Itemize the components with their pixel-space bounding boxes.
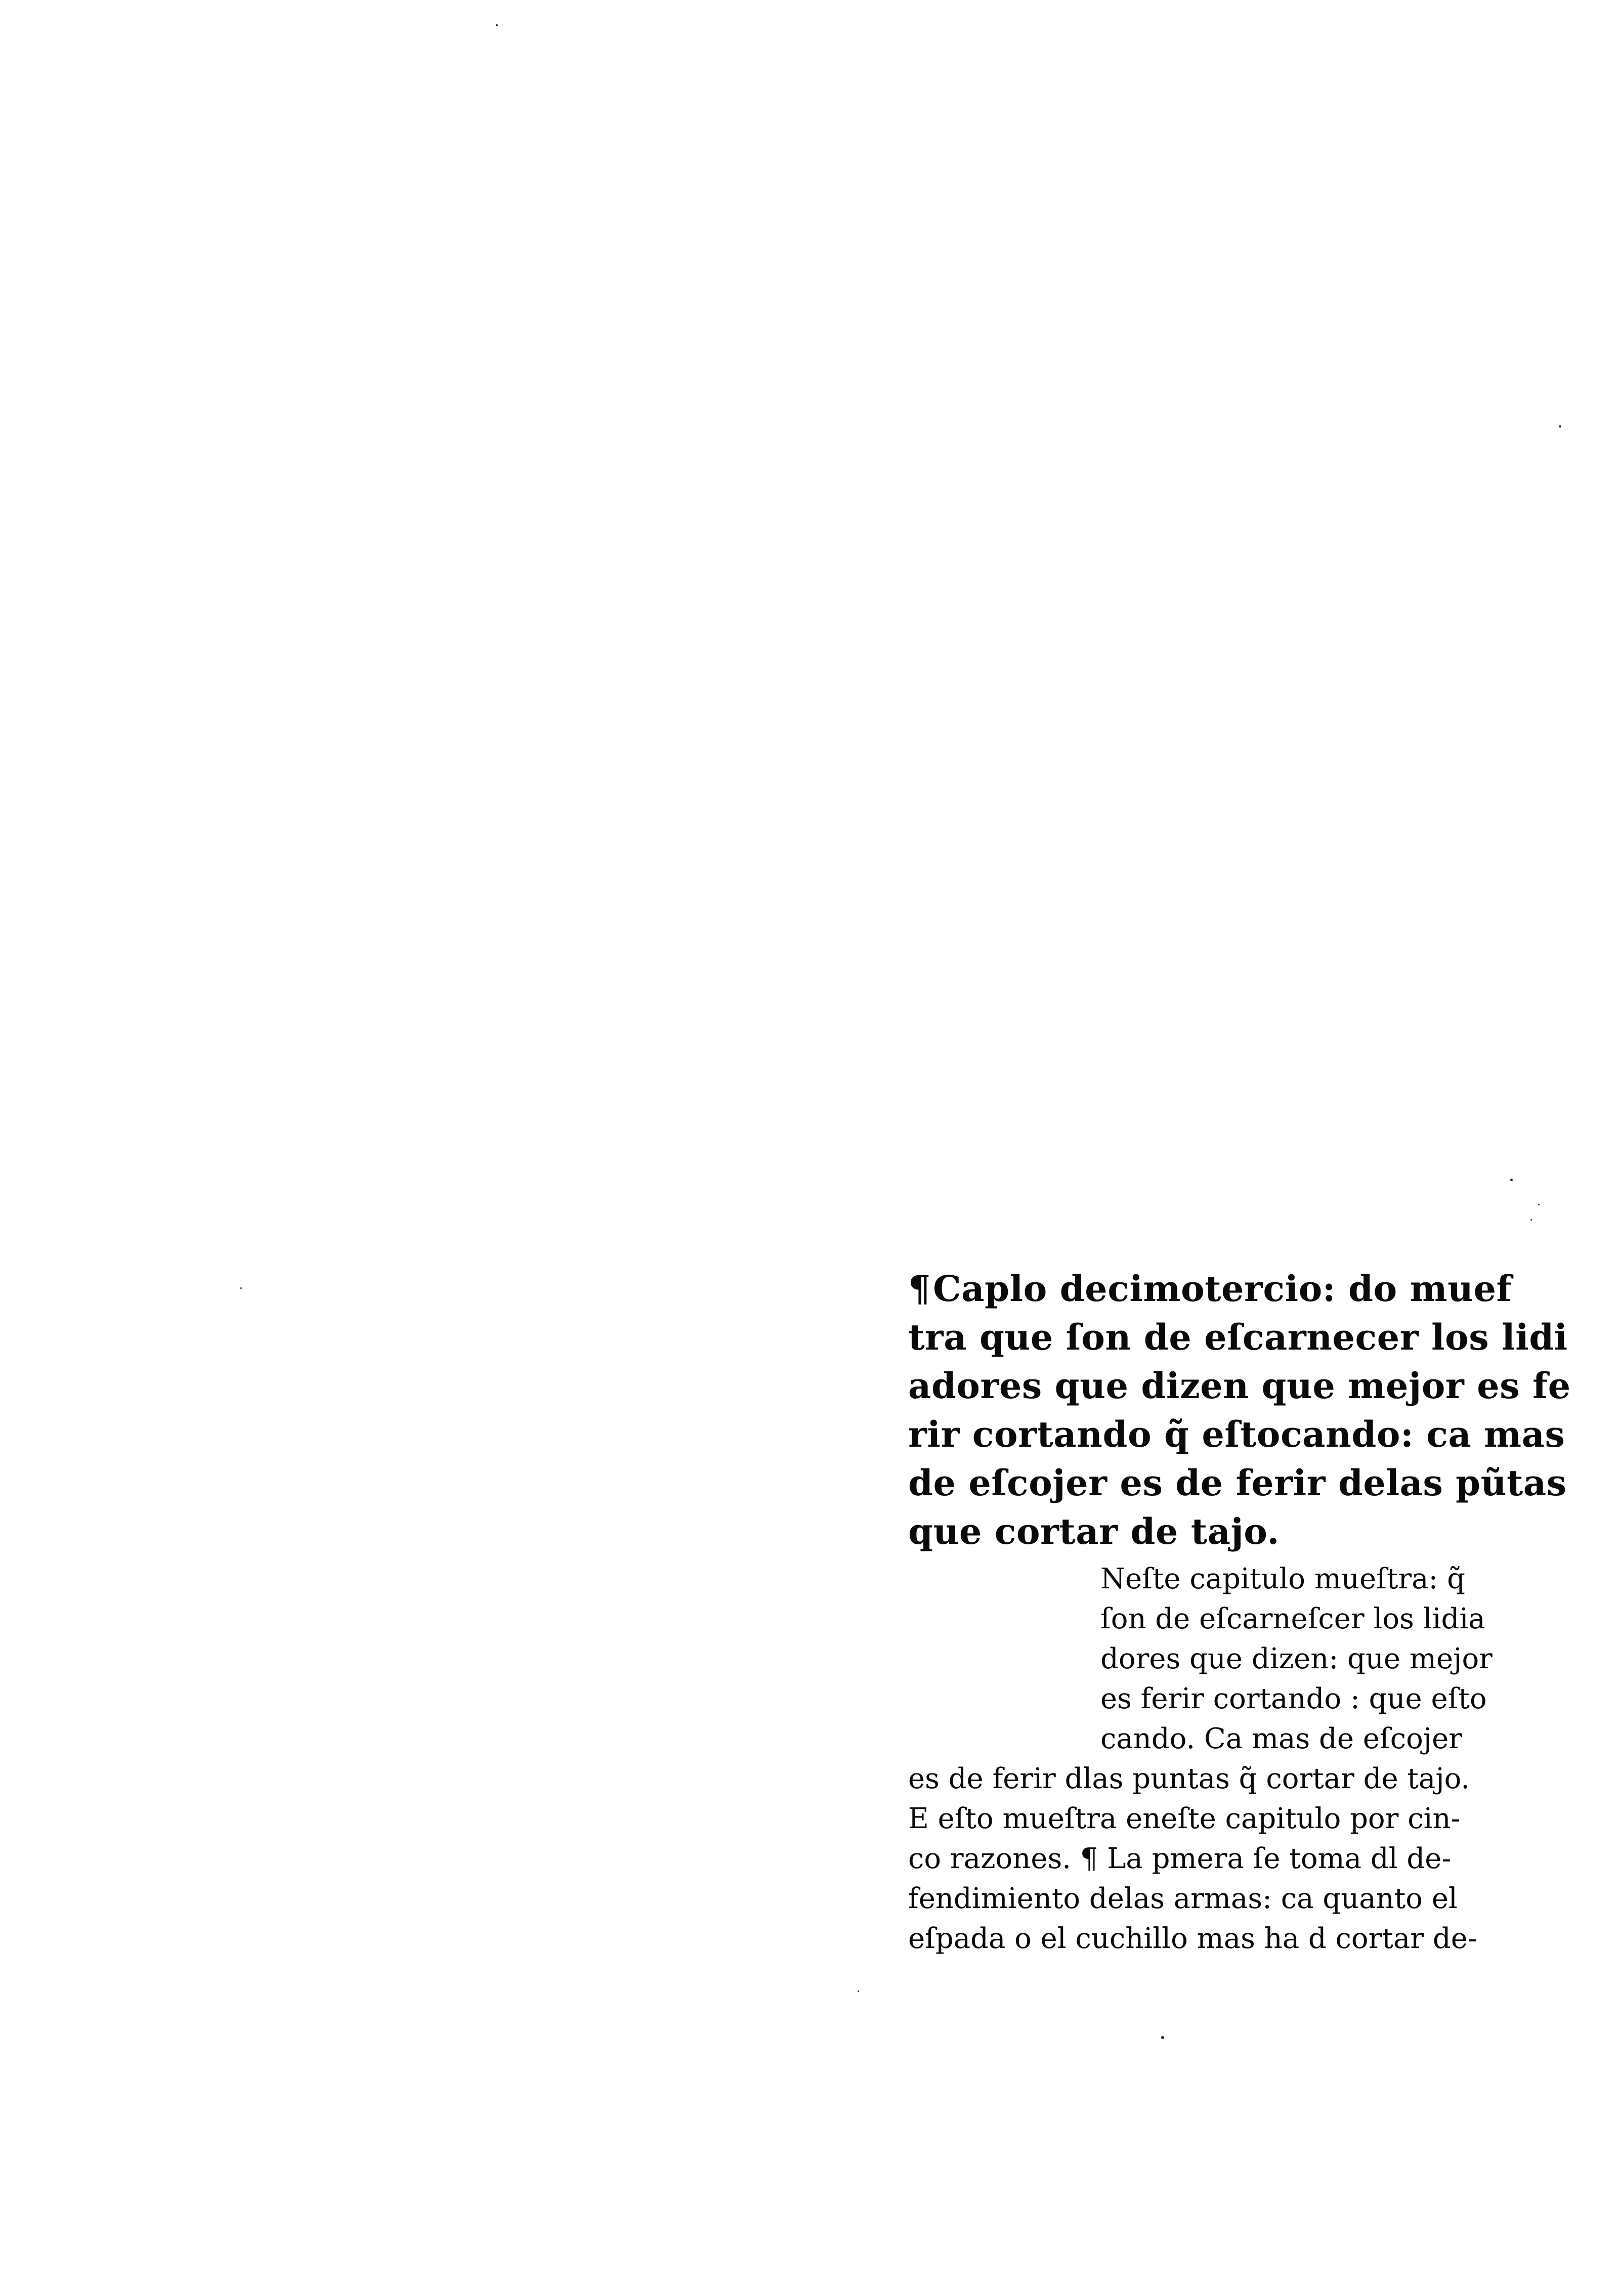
scan-speck (496, 24, 498, 26)
text-column (908, 1265, 1571, 1959)
body-line: co razones. ¶ La pmera ſe toma dl de- (908, 1842, 1452, 1875)
body-line: dores que dizen: que mejor (1100, 1642, 1493, 1675)
heading-line: que cortar de tajo. (908, 1510, 1280, 1552)
heading-line: rir cortando q̃ eſtocando: ca mas (908, 1413, 1565, 1455)
scan-speck (1510, 1179, 1513, 1181)
chapter-body (908, 1559, 1495, 1959)
heading-line: tra que ſon de eſcarnecer los lidi (908, 1316, 1568, 1358)
body-line: ſon de eſcarneſcer los lidia (1100, 1602, 1485, 1635)
body-line: cando. Ca mas de eſcojer (1100, 1722, 1463, 1755)
scan-speck (1538, 1204, 1540, 1205)
scan-speck (1530, 1219, 1532, 1221)
body-line: es de ferir dlas puntas q̃ cortar de tajo. (908, 1762, 1470, 1795)
body-line: Neſte capitulo mueſtra: q̃ (1100, 1563, 1466, 1595)
scan-speck (1161, 2036, 1164, 2039)
heading-line-text: Caplo decimotercio: do muef (933, 1268, 1512, 1310)
scan-speck (858, 1990, 859, 1992)
chapter-heading (908, 1265, 1571, 1556)
pilcrow-mark: ¶ (908, 1268, 931, 1310)
scan-speck (1559, 425, 1561, 428)
heading-line (908, 1265, 1512, 1313)
body-line: fendimiento delas armas: ca quanto el (908, 1882, 1458, 1915)
heading-line: adores que dizen que mejor es fe (908, 1365, 1571, 1407)
scan-speck (240, 1287, 242, 1289)
body-line: E eſto mueſtra eneſte capitulo por cin- (908, 1802, 1461, 1835)
body-line: es ferir cortando : que eſto (1100, 1682, 1487, 1715)
heading-line: de eſcojer es de ferir delas pũtas (908, 1462, 1567, 1504)
body-line: eſpada o el cuchillo mas ha d cortar de- (908, 1922, 1477, 1955)
